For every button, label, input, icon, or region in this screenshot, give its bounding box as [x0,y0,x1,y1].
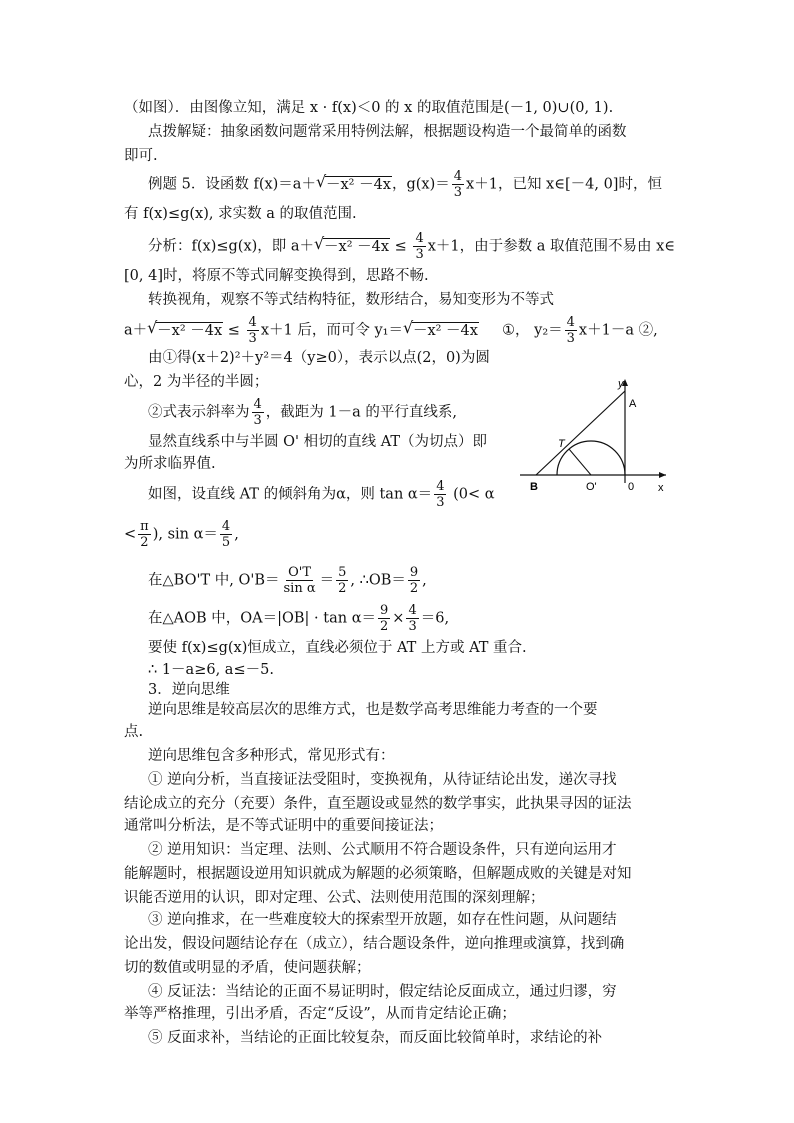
gx-def: ，g(x)＝ [391,176,450,193]
text-line-24: 逆向思维包含多种形式，常见形式有： [148,748,395,764]
analysis-label: 分析：f(x)≤g(x)，即 a＋ [148,238,315,255]
fraction-9-2: $\frac{9}{2}$ [380,603,389,634]
text-line-2: 点拨解疑：抽象函数问题常采用特例法解，根据题设构造一个最简单的函数 [148,124,627,140]
text-line-35: 举等严格推理，引出矛盾，否定“反设”，从而肯定结论正确； [124,1006,516,1022]
label-x: x [658,482,664,494]
sqrt-expression: √ －x² －4x [315,171,391,193]
less-than: < [124,526,137,543]
sin-line: < $\frac{\pi}{2}$ ), sin α＝ $\frac{4}{5}$ , [124,519,239,550]
label-T: T [558,438,565,450]
intercept-text: ，截距为 1－a 的平行直线系, [265,404,457,421]
sqrt-expression: √ －x² －4x [314,233,390,255]
sin-text: ), sin α＝ [152,526,218,543]
x-axis-arrow-icon [659,472,666,478]
text-line-14: 为所求临界值. [124,456,216,472]
geometry-figure [514,375,674,505]
tan-line [148,480,495,509]
example-5-line [148,170,662,199]
y2-rest: x＋1－a ②, [578,322,658,339]
text-line-26: 结论成立的充分（充要）条件，直至题设或显然的数学事实，此执果寻因的证法 [124,796,632,812]
text-line-27: 通常叫分析法，是不等式证明中的重要间接证法； [124,818,443,834]
label-origin: 0 [628,481,635,493]
text-line-23: 点. [124,724,144,740]
fraction-4-3: $\frac{4}{3}$ [408,603,417,634]
fraction-5-2: $\frac{5}{2}$ [338,565,347,596]
analysis-line [148,232,675,261]
oa-text: 在△AOB 中，OA＝|OB| · tan α＝ [148,610,376,627]
analysis-text: x＋1，由于参数 a 取值范围不易由 x∈ [427,238,676,255]
fraction-pi-2: $\frac{\pi}{2}$ [140,519,149,550]
example-label: 例题 5．设函数 [148,176,254,193]
text-line-1: （如图）．由图像立知，满足 x · f(x)＜0 的 x 的取值范围是(－1, 0)∪(0, 1). [124,100,614,116]
triangle-text: 在△BO'T 中, O'B＝ [148,572,280,589]
text-line-8: 转换视角，观察不等式结构特征，数形结合，易知变形为不等式 [148,292,554,308]
a-plus: a＋ [124,322,148,339]
label-B: B [530,481,538,493]
text-line-28: ② 逆用知识：当定理、法则、公式顺用不符合题设条件，只有逆向运用才 [148,842,617,858]
text-line-10: 由①得(x＋2)²＋y²＝4（y≥0），表示以点(2，0)为圆 [148,350,490,366]
label-O-prime: O' [586,481,597,493]
tan-text: 如图，设直线 AT 的倾斜角为α，则 tan α＝ [148,486,433,503]
text-line-22: 逆向思维是较高层次的思维方式，也是数学高考思维能力考查的一个要 [148,702,598,718]
fraction-4-3: $\frac{4}{3}$ [453,169,463,200]
y1-def: x＋1 后，而可令 y₁＝ [260,322,403,339]
slope-line [148,398,457,427]
fraction-4-3: $\frac{4}{3}$ [248,315,257,346]
text-line-34: ④ 反证法：当结论的正面不易证明时，假定结论反面成立，通过归谬，穷 [148,984,617,1000]
text-line-32: 论出发，假设问题结论存在（成立），结合题设条件，逆向推理或演算，找到确 [124,936,625,952]
text-line-29: 能解题时，根据题设逆用知识就成为解题的必须策略，但解题成败的关键是对知 [124,866,632,882]
text-line-11: 心，2 为半径的半圆； [124,374,269,390]
triangle-bot-line: 在△BO'T 中, O'B＝ $\frac{O'T}{\text{sin α}}$ ＝ $\frac{5}{2}$ , ∴OB＝ $\frac{9}{2}$ , [148,565,427,596]
fraction-4-3: $\frac{4}{3}$ [566,315,575,346]
text-line-20: ∴ 1－a≥6, a≤－5. [148,662,274,678]
text-line-31: ③ 逆向推求，在一些难度较大的探索型开放题，如存在性问题，从问题结 [148,912,617,928]
y2-def: ①， y₂＝ [502,322,563,339]
radius-OT [569,449,591,475]
fraction-9-2: $\frac{9}{2}$ [409,565,419,596]
section-heading: 3．逆向思维 [148,682,230,698]
text-line-30: 识能否逆用的认识，即对定理、公式、法则使用范围的深刻理解； [124,890,545,906]
label-A: A [629,398,637,410]
sqrt-expression: √ －x² －4x [402,317,478,339]
text-line-13: 显然直线系中与半圆 O' 相切的直线 AT（为切点）即 [148,434,488,450]
leq-sign: ≤ [394,238,407,255]
slope-text: ②式表示斜率为 [148,404,250,421]
fraction-OT-sin: $\frac{O'T}{\text{sin α}}$ [283,565,316,596]
sqrt-expression: √ －x² －4x [147,317,223,339]
text-line-3: 即可. [124,148,158,164]
fraction-4-3: $\frac{4}{3}$ [253,397,262,428]
text-line-19: 要使 f(x)≤g(x)恒成立，直线必须位于 AT 上方或 AT 重合. [148,640,527,656]
condition-text: x＋1，已知 x∈[－4, 0]时，恒 [466,176,662,193]
text-line-5: 有 f(x)≤g(x), 求实数 a 的取值范围. [124,206,357,222]
text-line-25: ① 逆向分析，当直接证法受阻时，变换视角，从待证结论出发，递次寻找 [148,772,617,788]
fraction-4-3: $\frac{4}{3}$ [415,231,424,262]
label-y: y [618,378,624,390]
inequality-line [124,316,658,345]
text-line-7: [0, 4]时，将原不等式同解变换得到，思路不畅. [124,268,429,284]
fraction-4-3: $\frac{4}{3}$ [436,479,445,510]
fx-def: f(x)＝a＋ [253,176,316,193]
fraction-4-5: $\frac{4}{5}$ [221,519,231,550]
angle-range: (0< α [453,486,495,503]
triangle-aob-line: 在△AOB 中，OA＝|OB| · tan α＝ $\frac{9}{2}$ × $\frac{4}{3}$ ＝6, [148,603,450,634]
text-line-36: ⑤ 反面求补，当结论的正面比较复杂，而反面比较简单时，求结论的补 [148,1030,603,1046]
leq-sign: ≤ [227,322,240,339]
text-line-33: 切的数值或明显的矛盾，使问题获解； [124,960,371,976]
